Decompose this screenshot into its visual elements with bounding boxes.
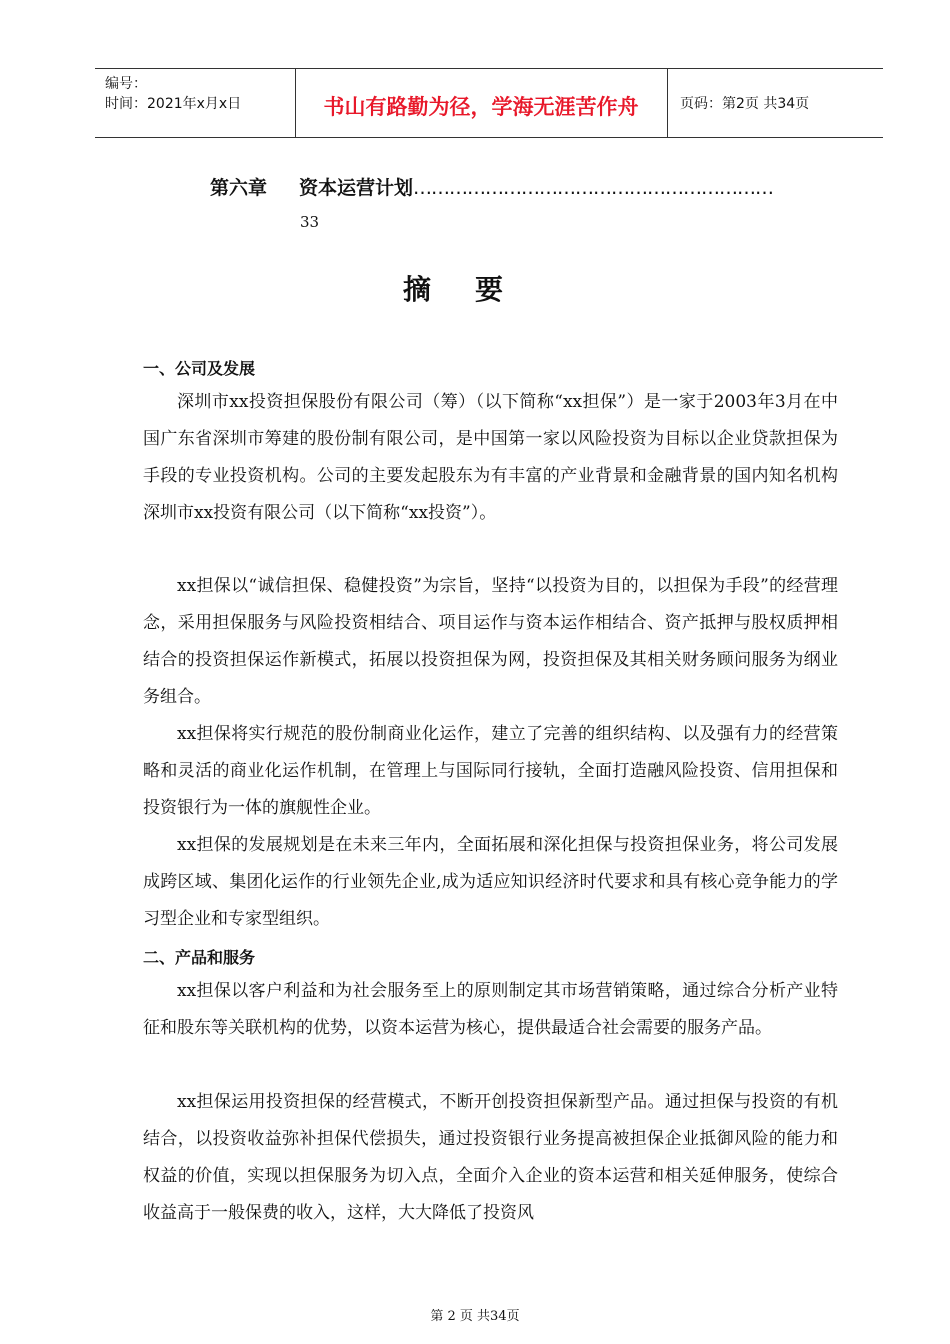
paragraph: xx担保的发展规划是在未来三年内，全面拓展和深化担保与投资担保业务，将公司发展成跨区域、集团化运作的行业领先企业,成为适应知识经济时代要求和具有核心竞争能力的学习型企业和专家型组织。 [143,835,838,929]
toc-page-number: 33 [300,213,320,231]
header-mid-cell [295,69,668,137]
header-right-cell [668,69,883,137]
toc-entry [210,173,773,200]
header-table [95,68,883,138]
toc-chapter: 第六章 [210,177,268,199]
document-time: 时间：2021年x月x日 [105,96,242,112]
paragraph: xx担保将实行规范的股份制商业化运作，建立了完善的组织结构、以及强有力的经营策略和灵活的商业化运作机制，在管理上与国际同行接轨，全面打造融风险投资、信用担保和投资银行为一体的旗舰性企业。 [143,724,838,818]
paragraph: xx担保以“诚信担保、稳健投资”为宗旨，坚持“以投资为目的，以担保为手段”的经营理念，采用担保服务与风险投资相结合、项目运作与资本运作相结合、资产抵押与股权质押相结合的投资担保运作新模式，拓展以投资担保为网，投资担保及其相关财务顾问服务为纲业务组合。 [143,576,838,707]
toc-title: 资本运营计划 [299,177,414,199]
page-footer: 第 2 页 共34页 [430,1309,520,1324]
paragraph: 深圳市xx投资担保股份有限公司（筹）（以下简称“xx担保”）是一家于2003年3月在中国广东省深圳市筹建的股份制有限公司，是中国第一家以风险投资为目标以企业贷款担保为手段的专业投资机构。公司的主要发起股东为有丰富的产业背景和金融背景的国内知名机构深圳市xx投资有限公司（以下简称“xx投资”）。 [143,392,838,523]
paragraph: xx担保运用投资担保的经营模式，不断开创投资担保新型产品。通过担保与投资的有机结合，以投资收益弥补担保代偿损失，通过投资银行业务提高被担保企业抵御风险的能力和权益的价值，实现以担保服务为切入点，全面介入企业的资本运营和相关延伸服务，使综合收益高于一般保费的收入，这样，大大降低了投资风 [143,1092,838,1223]
header-page-info: 页码：第2页 共34页 [680,96,810,112]
paragraph: xx担保以客户利益和为社会服务至上的原则制定其市场营销策略，通过综合分析产业特征和股东等关联机构的优势，以资本运营为核心，提供最适合社会需要的服务产品。 [143,981,838,1038]
abstract-title: 摘要 [402,273,547,306]
header-motto: 书山有路勤为径，学海无涯苦作舟 [323,95,639,119]
header-left-cell [95,69,296,137]
section-heading-company: 一、公司及发展 [143,359,256,378]
toc-leader-dots: …………………………………………………… [413,177,774,199]
document-code-label: 编号： [105,76,147,92]
section-heading-products: 二、产品和服务 [143,948,256,967]
